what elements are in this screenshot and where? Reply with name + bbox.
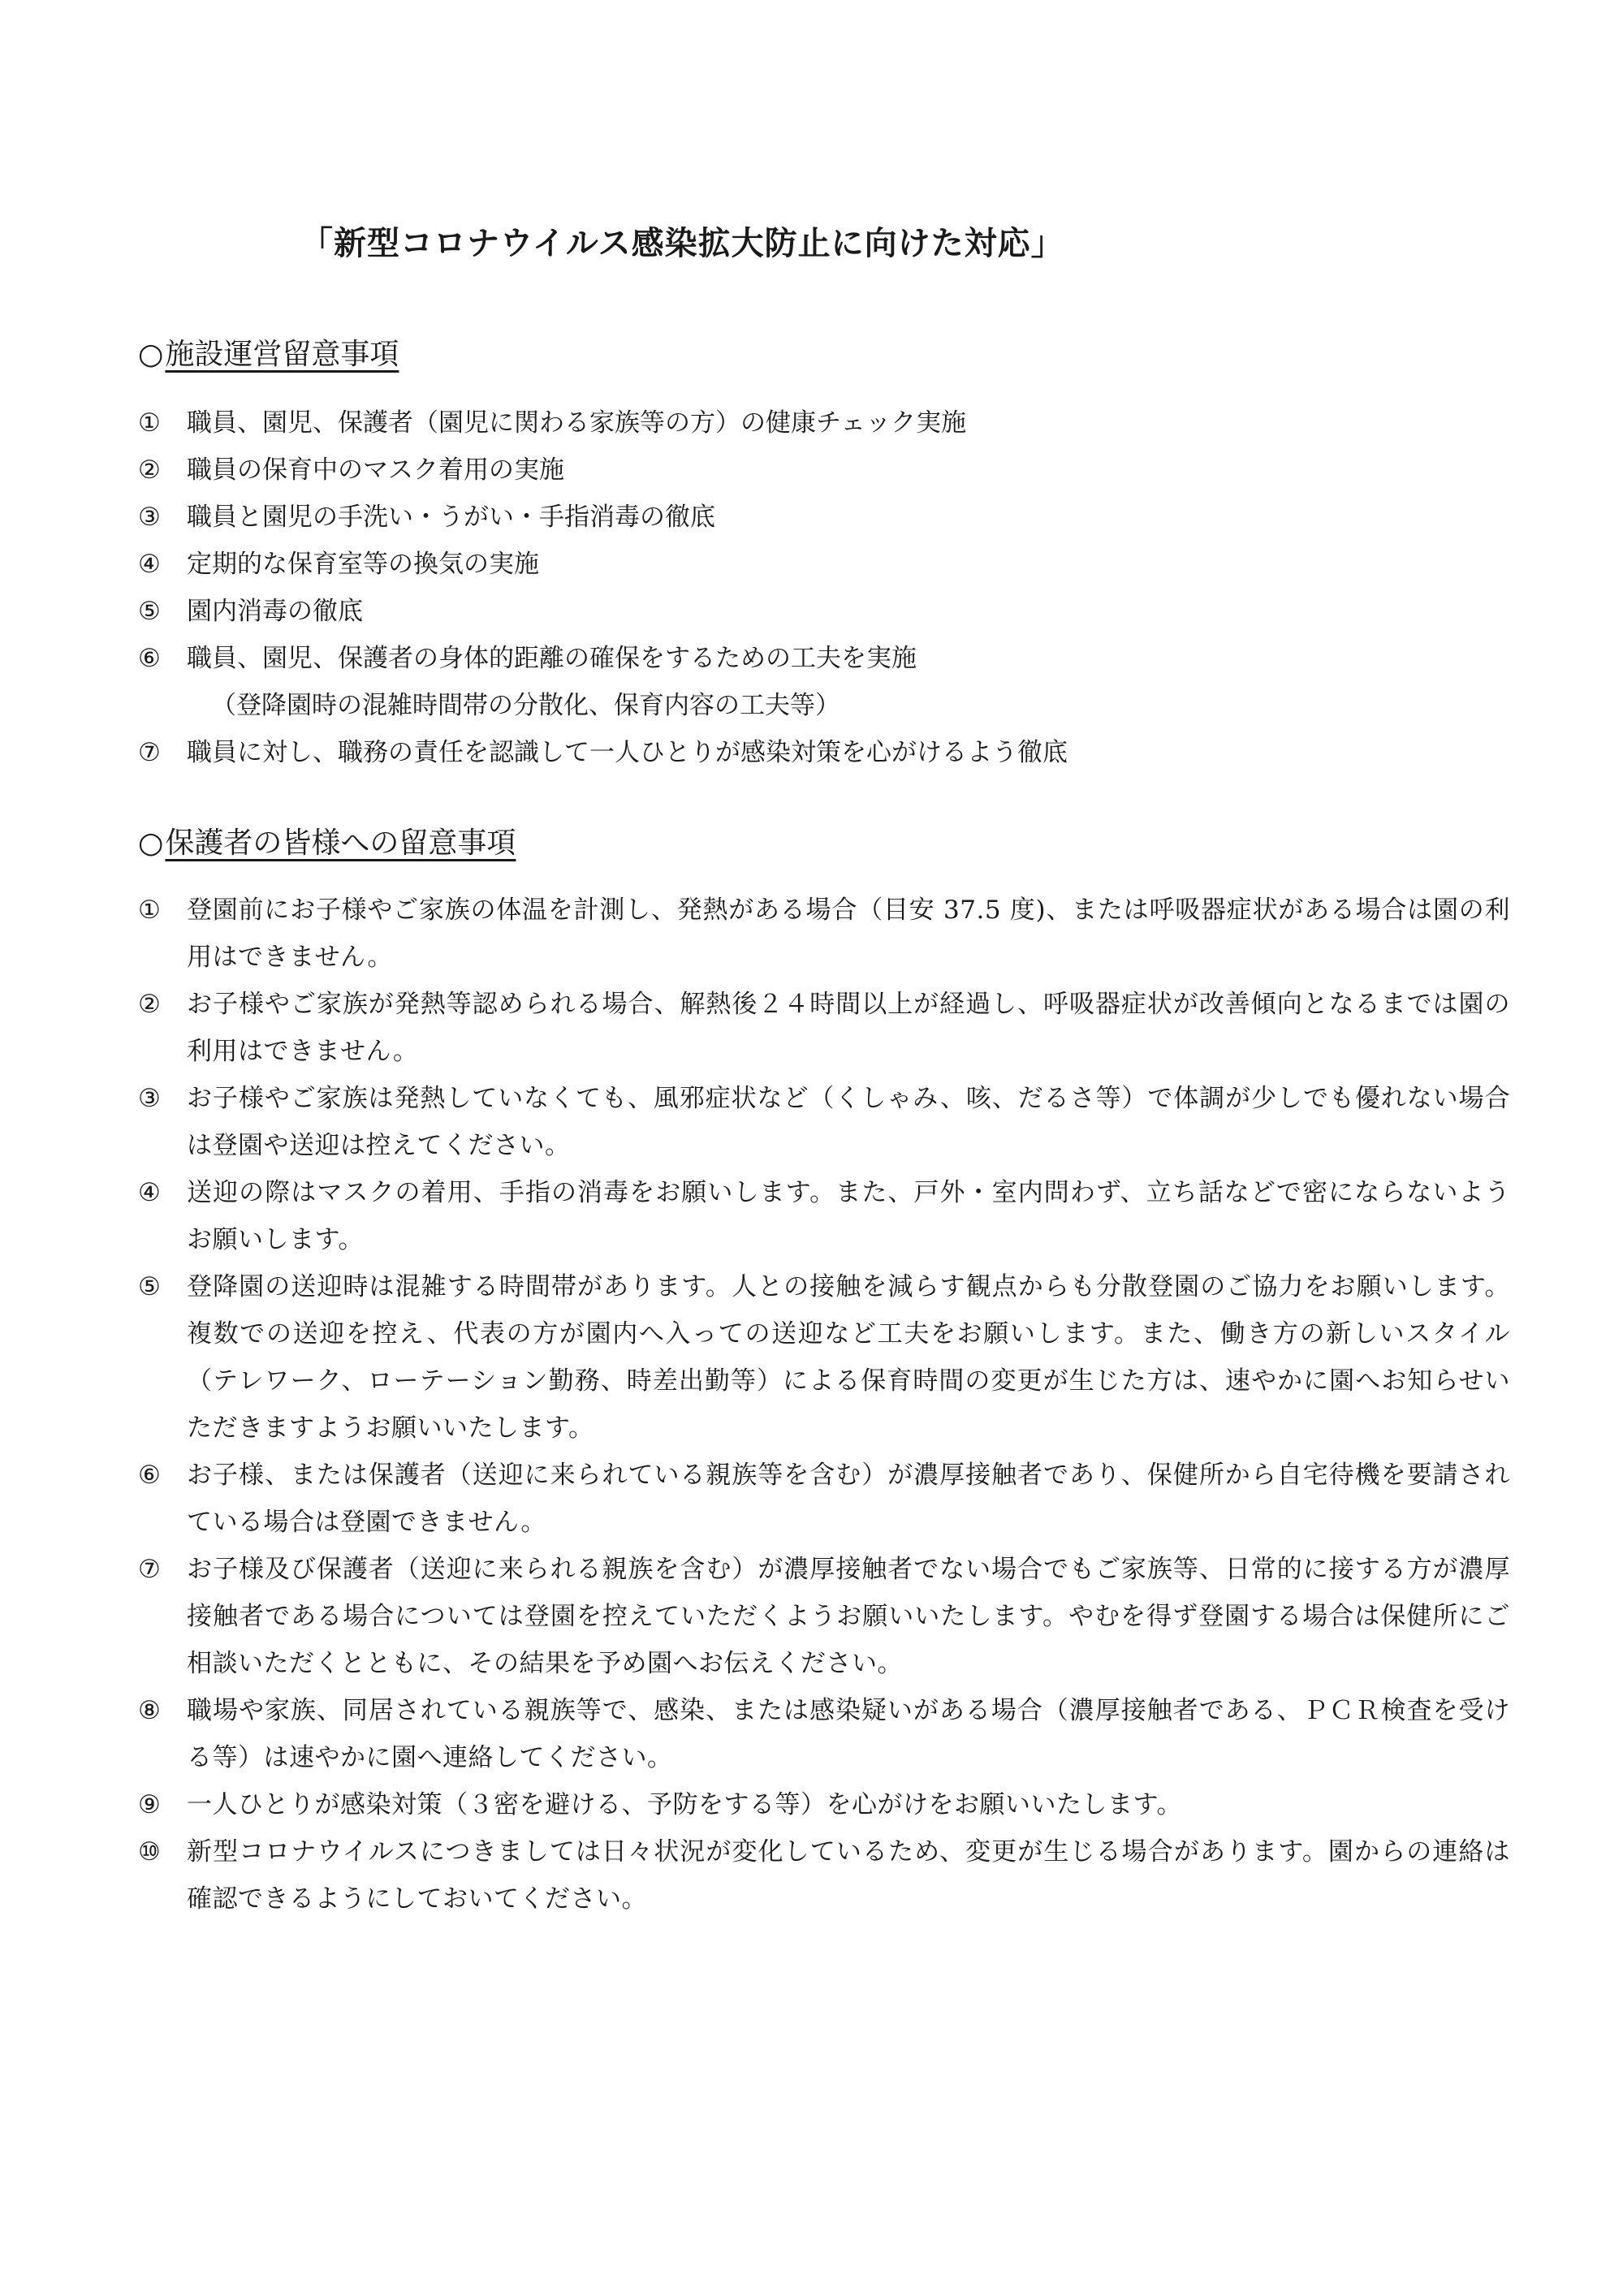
section-heading-text: 施設運営留意事項 [165,338,399,371]
item-text: 登園前にお子様やご家族の体温を計測し、発熱がある場合（目安 37.5 度)、または呼吸器症状がある場合は園の利用はできません。 [187,896,1510,972]
item-number: ⑤ [138,597,161,626]
guardian-notes-list [138,887,1510,1923]
item-text: 職員の保育中のマスク着用の実施 [187,455,564,485]
section-heading-guardians [138,820,516,861]
list-item [138,1169,1510,1263]
item-number: ④ [138,1178,161,1207]
list-item [138,1687,1510,1781]
item-text: お子様やご家族は発熱していなくても、風邪症状など（くしゃみ、咳、だるさ等）で体調が少しでも優れない場合は登園や送迎は控えてください。 [187,1084,1510,1160]
list-item [138,1075,1510,1169]
list-item [138,1781,1510,1828]
item-number: ② [138,990,161,1019]
list-item [138,541,1510,588]
section-heading-text: 保護者の皆様への留意事項 [165,826,516,860]
item-number: ③ [138,1084,161,1113]
item-text: 職場や家族、同居されている親族等で、感染、または感染疑いがある場合（濃厚接触者である、ＰＣＲ検査を受ける等）は速やかに園へ連絡してください。 [187,1696,1510,1772]
item-number: ⑦ [138,738,161,767]
item-text: 新型コロナウイルスにつきましては日々状況が変化しているため、変更が生じる場合があります。園からの連絡は確認できるようにしておいてください。 [187,1837,1510,1914]
item-number: ⑨ [138,1790,161,1819]
list-item [138,981,1510,1075]
facility-notes-list [138,399,1510,776]
list-item [138,494,1510,541]
list-item [138,588,1510,635]
document-title: 「新型コロナウイルス感染拡大防止に向けた対応」 [300,224,1064,262]
item-text: お子様、または保護者（送迎に来られている親族等を含む）が濃厚接触者であり、保健所から自宅待機を要請されている場合は登園できません。 [187,1461,1510,1537]
list-item [138,1263,1510,1452]
list-item [138,1828,1510,1923]
list-item [138,1546,1510,1687]
item-text: お子様やご家族が発熱等認められる場合、解熱後２４時間以上が経過し、呼吸器症状が改善傾向となるまでは園の利用はできません。 [187,990,1510,1066]
item-text-group [187,635,1510,729]
circle-mark-icon: ○ [138,338,164,371]
list-item [138,887,1510,981]
item-number: ⑩ [138,1837,161,1867]
item-text: 園内消毒の徹底 [187,597,363,626]
item-number: ⑥ [138,1461,161,1490]
list-item [138,635,1510,729]
list-item [138,1452,1510,1546]
item-number: ① [138,896,161,925]
item-text: 一人ひとりが感染対策（３密を避ける、予防をする等）を心がけをお願いいたします。 [187,1790,1183,1819]
item-text: 定期的な保育室等の換気の実施 [187,550,539,579]
item-number: ② [138,455,161,485]
item-text: 職員、園児、保護者の身体的距離の確保をするための工夫を実施 [187,644,917,673]
item-number: ③ [138,503,161,532]
item-text: 職員と園児の手洗い・うがい・手指消毒の徹底 [187,503,715,532]
list-item [138,447,1510,494]
item-number: ⑧ [138,1696,161,1725]
list-item [138,729,1510,776]
item-text: 登降園の送迎時は混雑する時間帯があります。人との接触を減らす観点からも分散登園のご協力をお願いします。複数での送迎を控え、代表の方が園内へ入っての送迎など工夫をお願いします。また、働き方の新しいスタイル（テレワーク、ローテーション勤務、時差出勤等）による保育時間の変更が生じた方は、速やかに園へお知らせいただきますようお願いいたします。 [187,1272,1510,1443]
item-subtext: （登降園時の混雑時間帯の分散化、保育内容の工夫等） [211,691,840,720]
item-number: ⑦ [138,1555,161,1584]
item-text: 職員、園児、保護者（園児に関わる家族等の方）の健康チェック実施 [187,408,967,438]
item-text: お子様及び保護者（送迎に来られる親族を含む）が濃厚接触者でない場合でもご家族等、日常的に接する方が濃厚接触者である場合については登園を控えていただくようお願いいたします。やむを得ず登園する場合は保健所にご相談いただくとともに、その結果を予め園へお伝えください。 [187,1555,1510,1678]
item-number: ⑤ [138,1272,161,1301]
circle-mark-icon: ○ [138,826,164,860]
section-heading-facility [138,331,399,373]
list-item [138,399,1510,447]
item-number: ① [138,408,161,438]
item-number: ④ [138,550,161,579]
item-number: ⑥ [138,644,161,673]
item-text: 送迎の際はマスクの着用、手指の消毒をお願いします。また、戸外・室内問わず、立ち話などで密にならないようお願いします。 [187,1178,1510,1254]
item-text: 職員に対し、職務の責任を認識して一人ひとりが感染対策を心がけるよう徹底 [187,738,1068,767]
